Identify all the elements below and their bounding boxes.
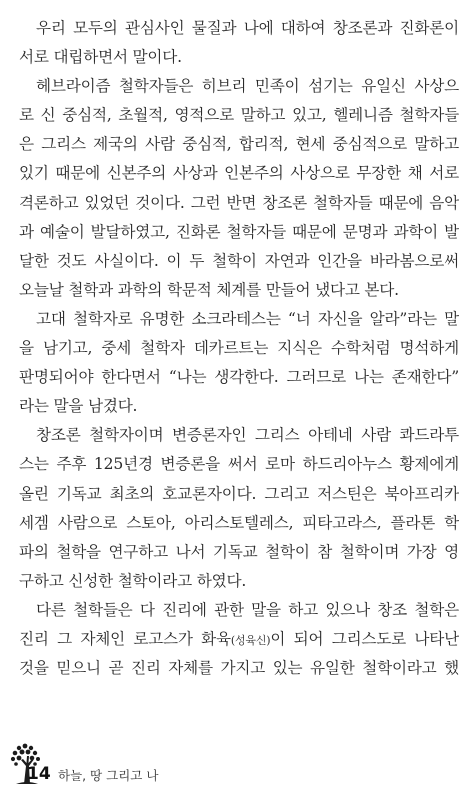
text-segment: 이 되어 그리스도로 나타난 <box>270 629 459 648</box>
text-line <box>19 625 459 654</box>
text-line: 격론하고 있었던 것이다. 그런 반면 창조론 철학자들 때문에 음악 <box>19 193 459 212</box>
text-line: 서로 대립하면서 말이다. <box>19 48 182 67</box>
text-line: 있기 때문에 신본주의 사상과 인본주의 사상으로 무장한 채 서로 <box>19 164 459 183</box>
text-line: 을 남기고, 중세 철학자 데카르트는 지식은 수학처럼 명석하게 <box>19 339 459 358</box>
text-line: 우리 모두의 관심사인 물질과 나에 대하여 창조론과 진화론이 <box>36 19 459 37</box>
text-line: 오늘날 철학과 과학의 학문적 체계를 만들어 냈다고 본다. <box>19 280 399 299</box>
text-line: 세겜 사람으로 스토아, 아리스토텔레스, 피타고라스, 플라톤 학 <box>19 513 459 532</box>
text-line: 스는 주후 125년경 변증론을 써서 로마 하드리아누스 황제에게 <box>19 455 459 474</box>
page-footer <box>6 742 306 786</box>
text-line: 라는 말을 남겼다. <box>19 397 138 416</box>
text-line: 파의 철학을 연구하고 나서 기독교 철학이 참 철학이며 가장 영 <box>19 542 459 561</box>
text-line: 로 신 중심적, 초월적, 영적으로 말하고 있고, 헬레니즘 철학자들 <box>19 106 459 125</box>
text-line: 창조론 철학자이며 변증론자인 그리스 아테네 사람 콰드라투 <box>36 426 459 445</box>
text-line: 과 예술이 발달하였고, 진화론 철학자들 때문에 문명과 과학이 발 <box>19 222 459 241</box>
text-line: 올린 기독교 최초의 호교론자이다. 그리고 저스틴은 북아프리카 <box>19 484 459 503</box>
text-line: 판명되어야 한다면서 “나는 생각한다. 그러므로 나는 존재한다” <box>19 368 459 387</box>
text-line: 헤브라이즘 철학자들은 히브리 민족이 섬기는 유일신 사상으 <box>36 77 459 96</box>
text-line: 것을 믿으니 곧 진리 자체를 가지고 있는 유일한 철학이라고 했 <box>19 659 459 678</box>
text-line: 다른 철학들은 다 진리에 관한 말을 하고 있으나 창조 철학은 <box>36 600 459 619</box>
annotation-text: (성육신) <box>230 633 271 647</box>
running-title: 하늘, 땅 그리고 나 <box>58 768 159 783</box>
body-text <box>19 14 459 683</box>
page-number: 14 <box>27 764 51 784</box>
text-line: 달한 것도 사실이다. 이 두 철학이 자연과 인간을 바라봄으로써 <box>19 251 459 270</box>
text-line: 은 그리스 제국의 사람 중심적, 합리적, 현세 중심적으로 말하고 <box>19 135 459 154</box>
text-line: 고대 철학자로 유명한 소크라테스는 “너 자신을 알라”라는 말 <box>36 309 459 328</box>
text-segment: 진리 그 자체인 로고스가 화육 <box>19 629 231 648</box>
text-line: 구하고 신성한 철학이라고 하였다. <box>19 571 247 590</box>
